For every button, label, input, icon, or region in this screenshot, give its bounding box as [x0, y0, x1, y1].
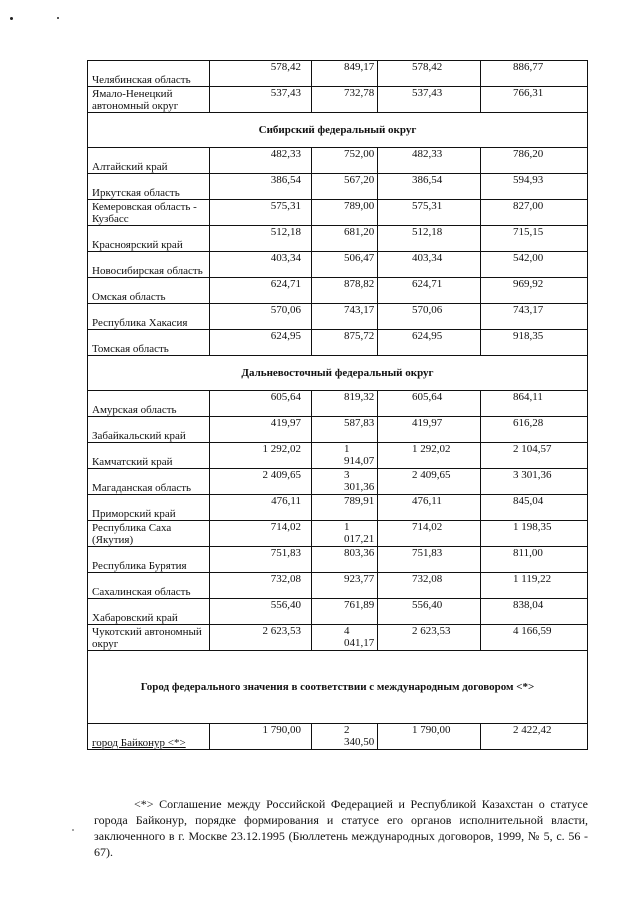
region-name: Челябинская область — [88, 61, 210, 87]
value-cell-2: 761,89 — [312, 599, 378, 625]
footnote: <*> Соглашение между Российской Федерацией и Республикой Казахстан о статусе города Байконур, порядке формирования и статусе его органов исполнительной власти, заключенного в г. Москве 23.12.1995 (Бюллетень международных договоров, 1999, № 5, с. 56 - 67). — [94, 797, 588, 859]
value-cell-2: 819,32 — [312, 391, 378, 417]
region-name: Забайкальский край — [88, 417, 210, 443]
value-cell-4: 811,00 — [481, 547, 588, 573]
value-cell-1: 751,83 — [210, 547, 312, 573]
region-name: Хабаровский край — [88, 599, 210, 625]
value-cell-2: 681,20 — [312, 226, 378, 252]
value-cell-1: 537,43 — [210, 87, 312, 113]
value-cell-1: 1 790,00 — [210, 724, 312, 750]
value-cell-4: 3 301,36 — [481, 469, 588, 495]
value-cell-4: 542,00 — [481, 252, 588, 278]
value-cell-1: 624,71 — [210, 278, 312, 304]
value-cell-4: 918,35 — [481, 330, 588, 356]
section-fareast — [88, 356, 588, 391]
value-cell-2: 506,47 — [312, 252, 378, 278]
region-name: Приморский край — [88, 495, 210, 521]
value-cell-3: 751,83 — [378, 547, 481, 573]
region-name: Новосибирская область — [88, 252, 210, 278]
value-cell-3: 624,95 — [378, 330, 481, 356]
region-name: город Байконур <*> — [88, 724, 210, 750]
value-cell-3: 2 623,53 — [378, 625, 481, 651]
value-cell-4: 827,00 — [481, 200, 588, 226]
value-cell-1: 575,31 — [210, 200, 312, 226]
value-cell-4: 1 119,22 — [481, 573, 588, 599]
tariff-table — [87, 60, 588, 750]
value-cell-4: 845,04 — [481, 495, 588, 521]
value-cell-2: 923,77 — [312, 573, 378, 599]
value-cell-4: 616,28 — [481, 417, 588, 443]
value-cell-3: 386,54 — [378, 174, 481, 200]
region-name: Омская область — [88, 278, 210, 304]
table-row — [88, 61, 588, 87]
table-group-top — [88, 61, 588, 113]
table-row — [88, 252, 588, 278]
value-cell-2: 875,72 — [312, 330, 378, 356]
value-cell-3: 537,43 — [378, 87, 481, 113]
value-cell-4: 715,15 — [481, 226, 588, 252]
table-row — [88, 573, 588, 599]
value-cell-3: 1 790,00 — [378, 724, 481, 750]
value-cell-4: 786,20 — [481, 148, 588, 174]
scan-speck — [72, 829, 74, 831]
value-cell-1: 578,42 — [210, 61, 312, 87]
value-cell-1: 2 623,53 — [210, 625, 312, 651]
table-row — [88, 226, 588, 252]
value-cell-4: 594,93 — [481, 174, 588, 200]
value-cell-4: 864,11 — [481, 391, 588, 417]
table-row — [88, 174, 588, 200]
value-cell-2: 3 301,36 — [312, 469, 378, 495]
table-group-city — [88, 724, 588, 750]
table-row — [88, 521, 588, 547]
region-name: Сахалинская область — [88, 573, 210, 599]
value-cell-3: 1 292,02 — [378, 443, 481, 469]
value-cell-2: 803,36 — [312, 547, 378, 573]
value-cell-2: 878,82 — [312, 278, 378, 304]
section-heading: Дальневосточный федеральный округ — [88, 356, 588, 391]
table-row — [88, 469, 588, 495]
region-name: Республика Хакасия — [88, 304, 210, 330]
table-row — [88, 391, 588, 417]
table-row — [88, 625, 588, 651]
region-name: Республика Саха (Якутия) — [88, 521, 210, 547]
value-cell-1: 1 292,02 — [210, 443, 312, 469]
value-cell-2: 1 914,07 — [312, 443, 378, 469]
value-cell-4: 2 104,57 — [481, 443, 588, 469]
value-cell-1: 732,08 — [210, 573, 312, 599]
table-row — [88, 417, 588, 443]
value-cell-2: 4 041,17 — [312, 625, 378, 651]
region-name: Иркутская область — [88, 174, 210, 200]
region-name: Амурская область — [88, 391, 210, 417]
table-group-fareast — [88, 391, 588, 651]
value-cell-2: 789,00 — [312, 200, 378, 226]
value-cell-3: 624,71 — [378, 278, 481, 304]
region-name: Камчатский край — [88, 443, 210, 469]
value-cell-3: 578,42 — [378, 61, 481, 87]
region-name: Красноярский край — [88, 226, 210, 252]
region-name: Томская область — [88, 330, 210, 356]
value-cell-2: 743,17 — [312, 304, 378, 330]
table-row — [88, 495, 588, 521]
section-siberian — [88, 113, 588, 148]
value-cell-2: 789,91 — [312, 495, 378, 521]
value-cell-3: 732,08 — [378, 573, 481, 599]
table-row — [88, 330, 588, 356]
value-cell-1: 476,11 — [210, 495, 312, 521]
value-cell-3: 2 409,65 — [378, 469, 481, 495]
value-cell-2: 2 340,50 — [312, 724, 378, 750]
value-cell-3: 714,02 — [378, 521, 481, 547]
value-cell-4: 2 422,42 — [481, 724, 588, 750]
region-name: Алтайский край — [88, 148, 210, 174]
value-cell-3: 476,11 — [378, 495, 481, 521]
value-cell-1: 482,33 — [210, 148, 312, 174]
table-row — [88, 148, 588, 174]
value-cell-1: 386,54 — [210, 174, 312, 200]
region-name: Ямало-Ненецкий автономный округ — [88, 87, 210, 113]
value-cell-4: 969,92 — [481, 278, 588, 304]
value-cell-1: 419,97 — [210, 417, 312, 443]
table-row — [88, 443, 588, 469]
value-cell-4: 4 166,59 — [481, 625, 588, 651]
value-cell-3: 419,97 — [378, 417, 481, 443]
table-row — [88, 724, 588, 750]
value-cell-2: 1 017,21 — [312, 521, 378, 547]
value-cell-2: 587,83 — [312, 417, 378, 443]
value-cell-1: 512,18 — [210, 226, 312, 252]
region-name: Кемеровская область - Кузбасс — [88, 200, 210, 226]
table-row — [88, 547, 588, 573]
value-cell-3: 482,33 — [378, 148, 481, 174]
value-cell-4: 886,77 — [481, 61, 588, 87]
section-heading: Город федерального значения в соответствии с международным договором <*> — [88, 651, 588, 724]
table-row — [88, 200, 588, 226]
value-cell-3: 556,40 — [378, 599, 481, 625]
value-cell-3: 403,34 — [378, 252, 481, 278]
value-cell-1: 2 409,65 — [210, 469, 312, 495]
value-cell-3: 570,06 — [378, 304, 481, 330]
table-row — [88, 278, 588, 304]
value-cell-1: 714,02 — [210, 521, 312, 547]
table-row — [88, 599, 588, 625]
value-cell-1: 556,40 — [210, 599, 312, 625]
scan-speck — [57, 17, 59, 19]
value-cell-1: 605,64 — [210, 391, 312, 417]
value-cell-2: 752,00 — [312, 148, 378, 174]
section-heading: Сибирский федеральный округ — [88, 113, 588, 148]
value-cell-2: 849,17 — [312, 61, 378, 87]
value-cell-3: 605,64 — [378, 391, 481, 417]
scan-speck — [10, 17, 13, 20]
value-cell-4: 838,04 — [481, 599, 588, 625]
region-name: Республика Бурятия — [88, 547, 210, 573]
value-cell-4: 743,17 — [481, 304, 588, 330]
value-cell-2: 567,20 — [312, 174, 378, 200]
value-cell-2: 732,78 — [312, 87, 378, 113]
value-cell-1: 624,95 — [210, 330, 312, 356]
table-group-siberian — [88, 148, 588, 356]
value-cell-3: 575,31 — [378, 200, 481, 226]
table-row — [88, 304, 588, 330]
value-cell-1: 570,06 — [210, 304, 312, 330]
value-cell-4: 1 198,35 — [481, 521, 588, 547]
section-federal-city — [88, 651, 588, 724]
value-cell-1: 403,34 — [210, 252, 312, 278]
table-row — [88, 87, 588, 113]
region-name: Чукотский автономный округ — [88, 625, 210, 651]
value-cell-3: 512,18 — [378, 226, 481, 252]
value-cell-4: 766,31 — [481, 87, 588, 113]
region-name: Магаданская область — [88, 469, 210, 495]
